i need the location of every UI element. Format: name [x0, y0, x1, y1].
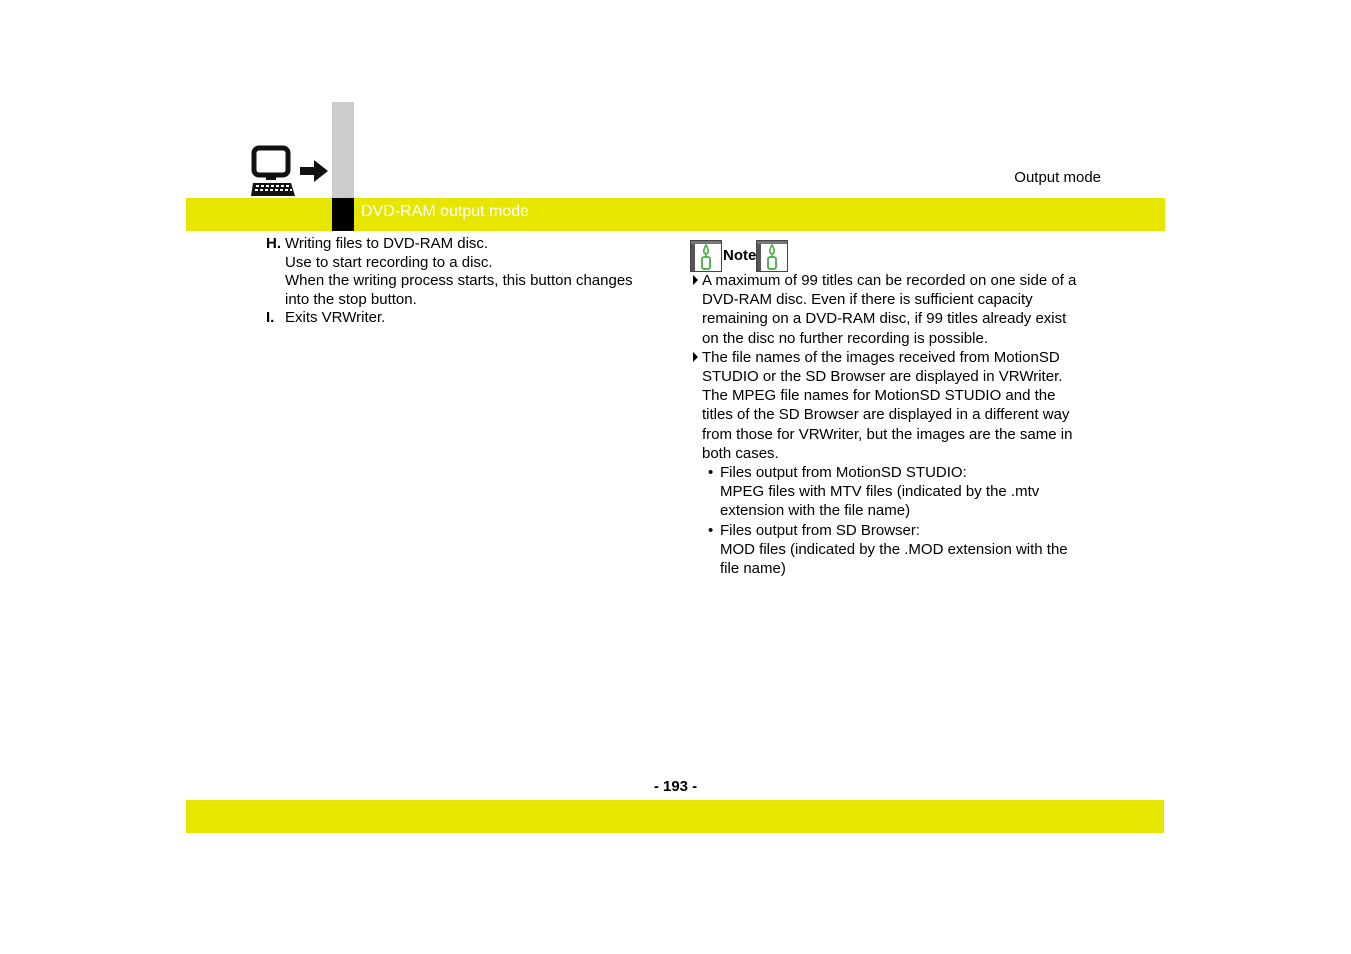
note-line: A maximum of 99 titles can be recorded on one side of a — [702, 272, 1077, 289]
triangle-bullet-icon — [690, 271, 702, 348]
section-title: DVD-RAM output mode — [361, 203, 530, 220]
note-line: remaining on a DVD-RAM disc, if 99 titles already exist — [702, 310, 1067, 328]
note-line: on the disc no further recording is possible. — [702, 329, 988, 347]
note-subline: Files output from SD Browser: — [720, 521, 921, 539]
chapter-title: Output mode — [1014, 169, 1101, 186]
instruction-list — [266, 235, 666, 328]
note-subitem — [708, 521, 1072, 579]
header-gray-bar — [332, 102, 354, 198]
note-heading — [690, 239, 788, 273]
note-subline: extension with the file name) — [720, 502, 911, 520]
list-item-i — [266, 309, 666, 328]
note-line: The MPEG file names for MotionSD STUDIO and the — [702, 387, 1056, 405]
note-label: Note — [723, 247, 757, 264]
list-item-line: into the stop button. — [285, 290, 417, 308]
note-subline: Files output from MotionSD STUDIO: — [720, 464, 967, 482]
note-bullet — [690, 348, 1105, 578]
sub-bullet-dot: • — [708, 464, 714, 482]
footer-band — [186, 800, 1164, 833]
list-item-line: When the writing process starts, this button changes — [285, 272, 633, 289]
note-line: from those for VRWriter, but the images are the same in — [702, 425, 1073, 443]
note-subline: file name) — [720, 560, 786, 578]
list-item-line: Exits VRWriter. — [285, 309, 386, 326]
list-item-h — [266, 235, 666, 309]
computer-output-icon — [248, 145, 330, 199]
list-item-line: Writing files to DVD-RAM disc. — [285, 235, 489, 252]
note-subline: MOD files (indicated by the .MOD extension with the — [720, 540, 1068, 558]
list-item-line: Use to start recording to a disc. — [285, 253, 493, 271]
candle-icon — [756, 240, 788, 272]
note-body — [690, 271, 1105, 578]
note-subline: MPEG files with MTV files (indicated by the .mtv — [720, 483, 1040, 501]
note-line: titles of the SD Browser are displayed in a different way — [702, 406, 1070, 424]
section-header-marker — [332, 198, 354, 231]
triangle-bullet-icon — [690, 348, 702, 578]
sub-bullet-dot: • — [708, 521, 714, 539]
page-number: - 193 - — [653, 778, 698, 795]
list-item-letter: H. — [266, 235, 281, 252]
note-subitem — [708, 463, 1072, 521]
note-line: both cases. — [702, 444, 779, 462]
list-item-letter: I. — [266, 309, 275, 326]
note-line: DVD-RAM disc. Even if there is sufficient capacity — [702, 291, 1033, 309]
note-line: The file names of the images received from MotionSD — [702, 348, 1060, 366]
note-line: STUDIO or the SD Browser are displayed in VRWriter. — [702, 368, 1063, 386]
note-bullet — [690, 271, 1105, 348]
candle-icon — [690, 240, 722, 272]
